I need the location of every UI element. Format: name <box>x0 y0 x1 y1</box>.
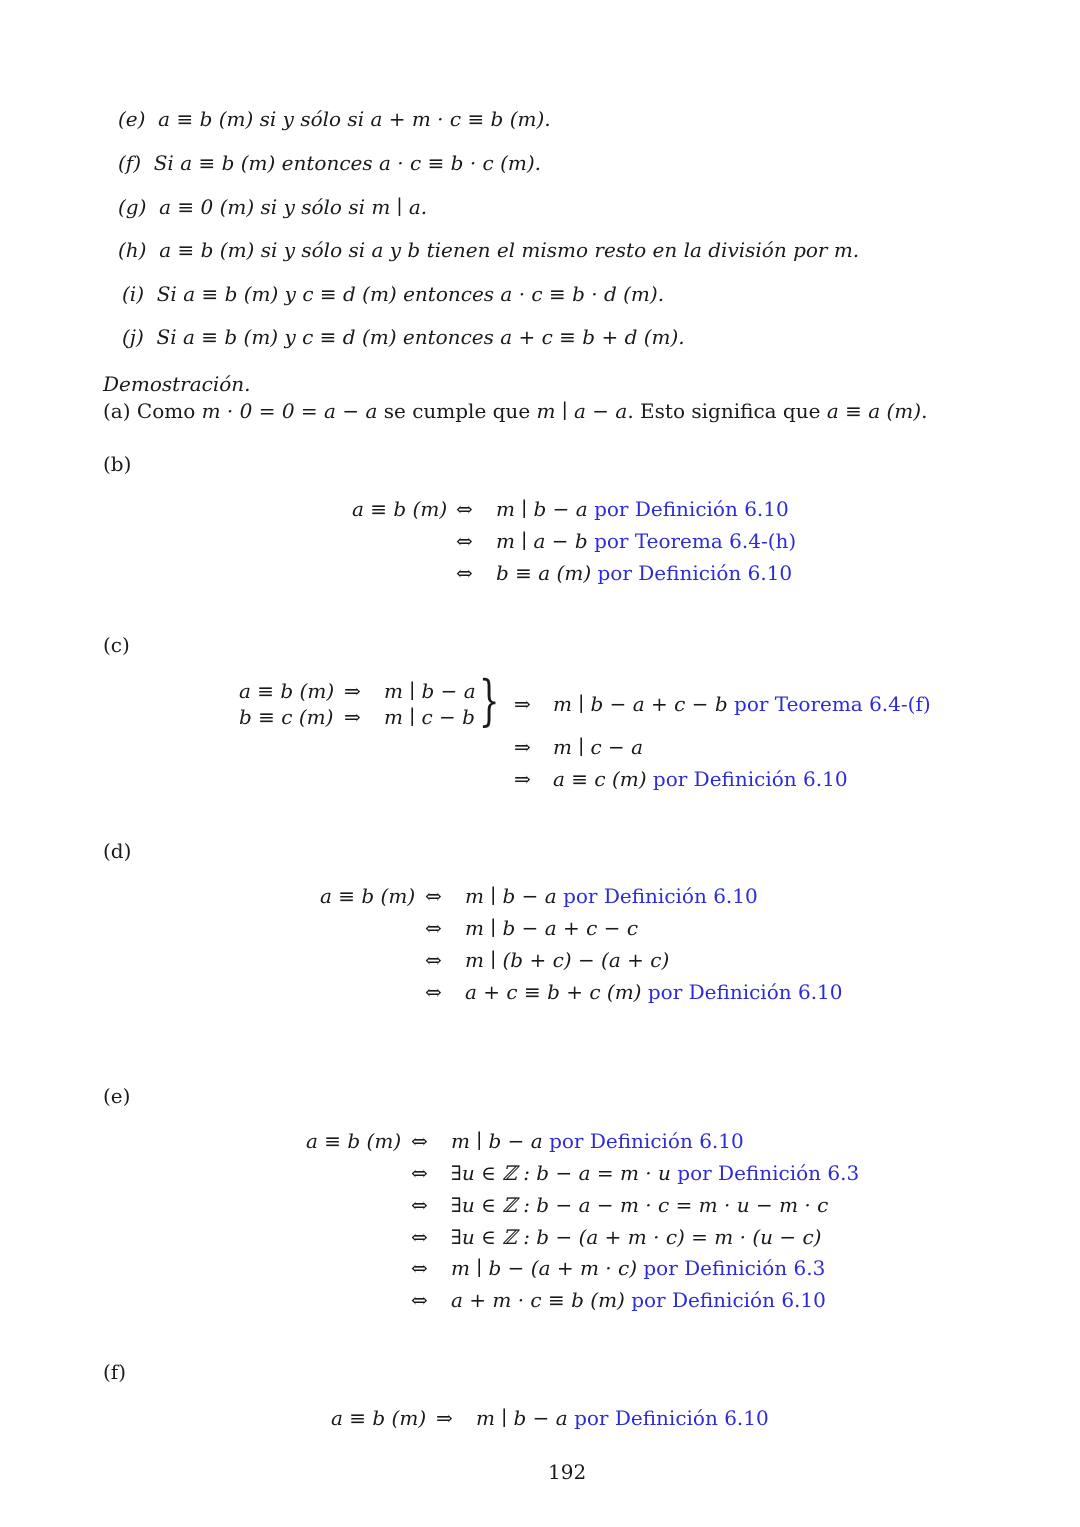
math-expr: m ∣ b − a <box>465 884 557 908</box>
math-row <box>451 1255 825 1281</box>
iff-arrow: ⇔ <box>411 1225 428 1249</box>
proof-part-a <box>103 399 927 423</box>
math-row <box>553 691 931 717</box>
proof-part-e-label: (e) <box>103 1084 131 1108</box>
math-expr: a + m · c ≡ b (m) <box>451 1288 625 1312</box>
property-i <box>122 282 664 306</box>
math-row <box>496 528 796 554</box>
reference-link[interactable]: por Definición 6.10 <box>594 497 789 521</box>
iff-arrow: ⇔ <box>411 1288 428 1312</box>
reference-link[interactable]: por Definición 6.10 <box>647 980 843 1004</box>
math-expr: b ≡ a (m) <box>496 561 592 585</box>
math-lhs: a ≡ b (m) <box>306 1129 402 1153</box>
proof-part-d-label: (d) <box>103 839 132 863</box>
page-number: 192 <box>548 1460 587 1484</box>
property-f <box>118 151 541 175</box>
math: a ≡ a (m) <box>826 399 922 423</box>
property-g <box>118 195 427 219</box>
reference-link[interactable]: por Teorema 6.4-(f) <box>734 692 931 716</box>
reference-link[interactable]: por Definición 6.10 <box>549 1129 744 1153</box>
property-label: (f) <box>118 151 142 175</box>
math-expr: ∃u ∈ ℤ : b − (a + m · c) = m · (u − c) <box>451 1225 822 1249</box>
property-label: (g) <box>118 195 147 219</box>
math-row <box>553 734 643 760</box>
math-row <box>451 1192 828 1218</box>
implies-arrow: ⇒ <box>514 767 531 791</box>
property-label: (i) <box>122 282 145 306</box>
iff-arrow: ⇔ <box>425 916 442 940</box>
math-row <box>465 883 758 909</box>
math: m ∣ a − a <box>536 399 628 423</box>
math-row <box>465 979 843 1005</box>
iff-arrow: ⇔ <box>425 884 442 908</box>
text: se cumple que <box>383 399 531 423</box>
math-expr: m ∣ a − b <box>496 529 588 553</box>
implies-arrow: ⇒ <box>344 705 361 729</box>
implies-arrow: ⇒ <box>344 679 361 703</box>
property-text: a ≡ 0 (m) si y sólo si m ∣ a. <box>159 195 428 219</box>
right-brace: } <box>478 669 500 732</box>
math-row <box>451 1287 826 1313</box>
math-expr: m ∣ b − (a + m · c) <box>451 1256 638 1280</box>
part-label: (a) <box>103 399 131 423</box>
property-label: (h) <box>118 238 147 262</box>
math-expr: m ∣ b − a <box>451 1129 543 1153</box>
reference-link[interactable]: por Definición 6.10 <box>574 1406 769 1430</box>
math-row <box>451 1224 822 1250</box>
property-label: (e) <box>118 107 146 131</box>
iff-arrow: ⇔ <box>425 980 442 1004</box>
reference-link[interactable]: por Definición 6.10 <box>563 884 758 908</box>
math-expr: m ∣ c − a <box>553 735 644 759</box>
math-expr: a ≡ c (m) <box>553 767 647 791</box>
math-row <box>496 560 792 586</box>
text: . Esto significa que <box>627 399 821 423</box>
math-row <box>476 1405 769 1431</box>
iff-arrow: ⇔ <box>456 497 473 521</box>
proof-part-b-label: (b) <box>103 452 132 476</box>
math-row <box>465 915 638 941</box>
math-expr: m ∣ b − a <box>496 497 588 521</box>
math-lhs: a ≡ b (m) <box>320 884 416 908</box>
math-expr: ∃u ∈ ℤ : b − a − m · c = m · u − m · c <box>451 1193 829 1217</box>
reference-link[interactable]: por Definición 6.10 <box>597 561 793 585</box>
property-text: a ≡ b (m) si y sólo si a y b tienen el mismo resto en la división por m. <box>159 238 860 262</box>
proof-part-f-label: (f) <box>103 1360 127 1384</box>
math-lhs: b ≡ c (m) <box>239 705 334 729</box>
property-h <box>118 238 859 262</box>
math-row <box>451 1128 744 1154</box>
math-row <box>553 766 848 792</box>
math-expr: m ∣ b − a + c − c <box>465 916 639 940</box>
implies-arrow: ⇒ <box>514 692 531 716</box>
proof-heading: Demostración. <box>103 372 251 396</box>
iff-arrow: ⇔ <box>411 1256 428 1280</box>
text: Como <box>136 399 196 423</box>
text: . <box>921 399 928 423</box>
property-text: Si a ≡ b (m) y c ≡ d (m) entonces a + c ≡ b + d (m). <box>156 325 685 349</box>
math-lhs: a ≡ b (m) <box>331 1406 427 1430</box>
iff-arrow: ⇔ <box>411 1193 428 1217</box>
implies-arrow: ⇒ <box>514 735 531 759</box>
reference-link[interactable]: por Definición 6.10 <box>631 1288 826 1312</box>
reference-link[interactable]: por Definición 6.10 <box>652 767 848 791</box>
iff-arrow: ⇔ <box>411 1129 428 1153</box>
property-label: (j) <box>122 325 144 349</box>
iff-arrow: ⇔ <box>456 529 473 553</box>
reference-link[interactable]: por Definición 6.3 <box>677 1161 860 1185</box>
math-expr: a + c ≡ b + c (m) <box>465 980 642 1004</box>
implies-arrow: ⇒ <box>436 1406 453 1430</box>
math-expr: m ∣ b − a <box>476 1406 568 1430</box>
math: m · 0 = 0 = a − a <box>201 399 378 423</box>
property-e <box>118 107 551 131</box>
property-j <box>122 325 685 349</box>
iff-arrow: ⇔ <box>456 561 473 585</box>
proof-part-c-label: (c) <box>103 633 130 657</box>
property-text: a ≡ b (m) si y sólo si a + m · c ≡ b (m). <box>158 107 551 131</box>
math-lhs: a ≡ b (m) <box>239 679 335 703</box>
reference-link[interactable]: por Definición 6.3 <box>643 1256 826 1280</box>
math-row <box>465 947 669 973</box>
math-expr: m ∣ b − a <box>384 679 476 703</box>
math-expr: m ∣ (b + c) − (a + c) <box>465 948 670 972</box>
math-expr: ∃u ∈ ℤ : b − a = m · u <box>451 1161 671 1185</box>
iff-arrow: ⇔ <box>411 1161 428 1185</box>
property-text: Si a ≡ b (m) y c ≡ d (m) entonces a · c ≡ b · d (m). <box>156 282 665 306</box>
property-text: Si a ≡ b (m) entonces a · c ≡ b · c (m). <box>153 151 542 175</box>
reference-link[interactable]: por Teorema 6.4-(h) <box>594 529 797 553</box>
iff-arrow: ⇔ <box>425 948 442 972</box>
math-expr: m ∣ b − a + c − b <box>553 692 728 716</box>
math-expr: m ∣ c − b <box>384 705 475 729</box>
math-row <box>451 1160 859 1186</box>
math-row <box>496 496 789 522</box>
math-lhs: a ≡ b (m) <box>352 497 448 521</box>
